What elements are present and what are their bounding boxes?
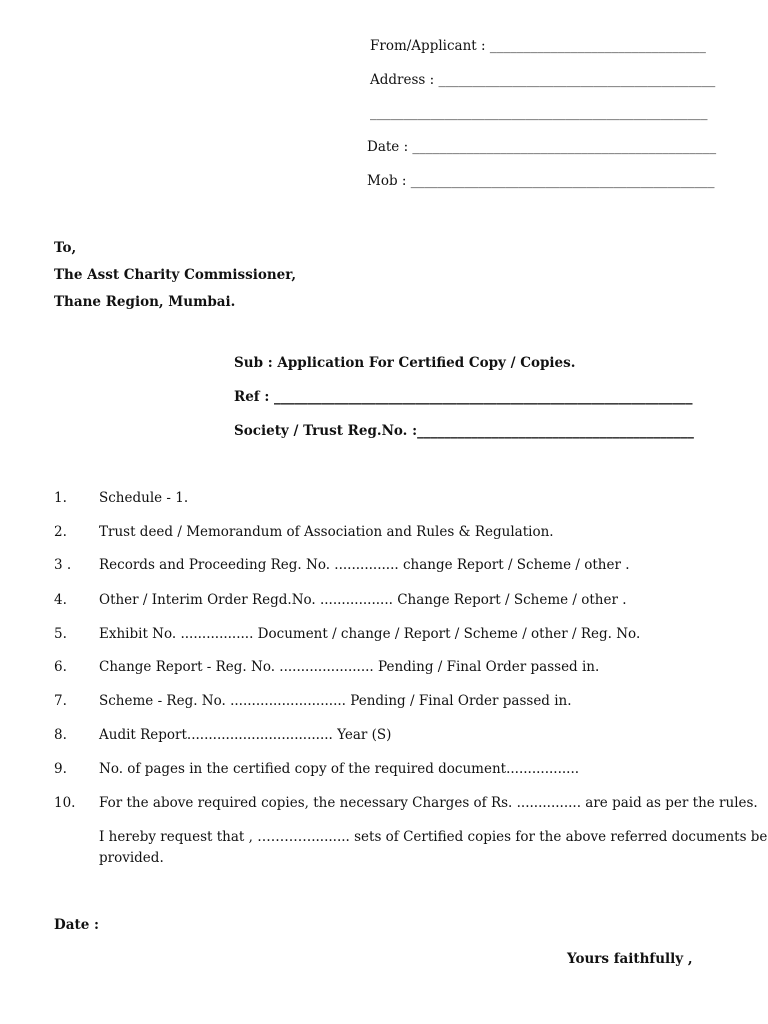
list-item-text: Trust deed / Memorandum of Association and Rules & Regulation. (99, 524, 554, 540)
list-item-text: Other / Interim Order Regd.No. ................. Change Report / Scheme / other . (99, 592, 627, 608)
address-field: Address : _________________________________________ (370, 72, 716, 88)
from-applicant-field: From/Applicant : ________________________________ (370, 38, 706, 54)
address-continuation-line: __________________________________________________ (370, 105, 708, 121)
list-item-text: Audit Report.................................. Year (S) (99, 727, 392, 743)
recipient-region: Thane Region, Mumbai. (54, 294, 236, 310)
list-item-number: 1. (54, 490, 67, 506)
list-item-text: No. of pages in the certified copy of the required document................. (99, 761, 580, 777)
list-item-number: 9. (54, 761, 67, 777)
list-item-number: 4. (54, 592, 67, 608)
recipient-to: To, (54, 240, 77, 256)
list-item-number: 2. (54, 524, 67, 540)
mobile-field: Mob : _____________________________________________ (367, 173, 715, 189)
list-item-text: Scheme - Reg. No. ........................... Pending / Final Order passed in. (99, 693, 572, 709)
subject-line: Sub : Application For Certified Copy / Copies. (234, 355, 576, 371)
list-item-text: Schedule - 1. (99, 490, 189, 506)
list-item-number: 3 . (54, 557, 72, 573)
request-line-2: provided. (99, 850, 164, 866)
date-field: Date : _____________________________________________ (367, 139, 717, 155)
list-item-number: 8. (54, 727, 67, 743)
recipient-title: The Asst Charity Commissioner, (54, 267, 297, 283)
list-item-text: For the above required copies, the necessary Charges of Rs. ............... are paid as per the rules. (99, 795, 758, 811)
closing-salutation: Yours faithfully , (567, 951, 693, 967)
list-item-text: Records and Proceeding Reg. No. ............... change Report / Scheme / other . (99, 557, 630, 573)
list-item-number: 5. (54, 626, 67, 642)
reference-field: Ref : ______________________________________________________________ (234, 389, 693, 405)
footer-date: Date : (54, 917, 99, 933)
society-reg-field: Society / Trust Reg.No. :_________________________________________ (234, 423, 694, 439)
list-item-number: 10. (54, 795, 76, 811)
request-line-1: I hereby request that , …………......... sets of Certified copies for the above referred documents be (99, 829, 768, 845)
list-item-text: Change Report - Reg. No. ...................... Pending / Final Order passed in. (99, 659, 600, 675)
list-item-number: 7. (54, 693, 67, 709)
list-item-number: 6. (54, 659, 67, 675)
list-item-text: Exhibit No. ................. Document / change / Report / Scheme / other / Reg. No. (99, 626, 641, 642)
